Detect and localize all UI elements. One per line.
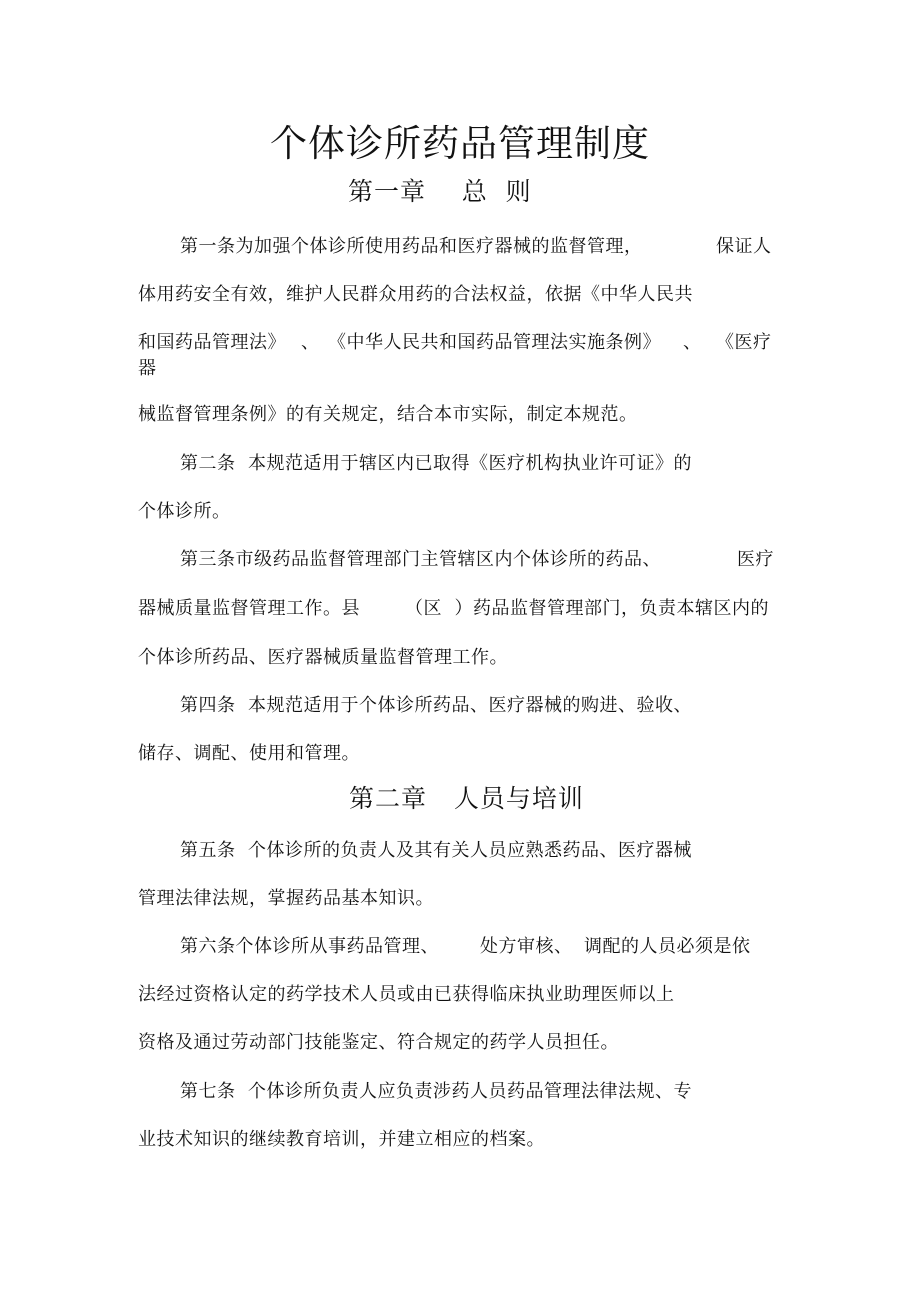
paragraph-line: 管理法律法规，掌握药品基本知识。 <box>138 888 434 909</box>
paragraph-line: 第五条 个体诊所的负责人及其有关人员应熟悉药品、医疗器械 <box>180 840 692 861</box>
paragraph-line: 个体诊所。 <box>138 501 231 522</box>
paragraph-line: 保证人 <box>716 236 772 257</box>
chapter-heading: 第二章 人员与培训 <box>349 784 584 813</box>
paragraph-line: 法经过资格认定的药学技术人员或由已获得临床执业助理医师以上 <box>138 984 675 1005</box>
paragraph-line: 调配的人员必须是依 <box>584 936 751 957</box>
paragraph-line: （区 ）药品监督管理部门，负责本辖区内的 <box>405 598 769 619</box>
paragraph-line: 和国药品管理法》 <box>138 332 286 353</box>
paragraph-line: 器械质量监督管理工作。县 <box>138 598 360 619</box>
chapter-heading: 第一章 总 则 <box>348 177 532 206</box>
paragraph-line: 业技术知识的继续教育培训，并建立相应的档案。 <box>138 1129 545 1150</box>
paragraph-line: 医疗 <box>737 549 774 570</box>
paragraph-line: 储存、调配、使用和管理。 <box>138 743 360 764</box>
paragraph-line: 体用药安全有效，维护人民群众用药的合法权益，依据《中华人民共 <box>138 284 693 305</box>
document-title: 个体诊所药品管理制度 <box>270 122 650 165</box>
paragraph-line: 个体诊所药品、医疗器械质量监督管理工作。 <box>138 647 508 668</box>
paragraph-line: 器 <box>138 358 157 379</box>
paragraph-line: 处方审核、 <box>480 936 573 957</box>
paragraph-line: 《中华人民共和国药品管理法实施条例》 <box>328 332 661 353</box>
paragraph-line: 、 <box>301 332 320 353</box>
paragraph-line: 资格及通过劳动部门技能鉴定、符合规定的药学人员担任。 <box>138 1032 619 1053</box>
paragraph-line: 第四条 本规范适用于个体诊所药品、医疗器械的购进、验收、 <box>180 695 692 716</box>
paragraph-line: 第六条个体诊所从事药品管理、 <box>180 936 439 957</box>
paragraph-line: 、 <box>683 332 702 353</box>
paragraph-line: 《医疗 <box>716 332 772 353</box>
paragraph-line: 第一条为加强个体诊所使用药品和医疗器械的监督管理， <box>180 236 643 257</box>
paragraph-line: 第二条 本规范适用于辖区内已取得《医疗机构执业许可证》的 <box>180 453 692 474</box>
paragraph-line: 械监督管理条例》的有关规定，结合本市实际，制定本规范。 <box>138 404 638 425</box>
paragraph-line: 第七条 个体诊所负责人应负责涉药人员药品管理法律法规、专 <box>180 1081 692 1102</box>
paragraph-line: 第三条市级药品监督管理部门主管辖区内个体诊所的药品、 <box>180 549 661 570</box>
